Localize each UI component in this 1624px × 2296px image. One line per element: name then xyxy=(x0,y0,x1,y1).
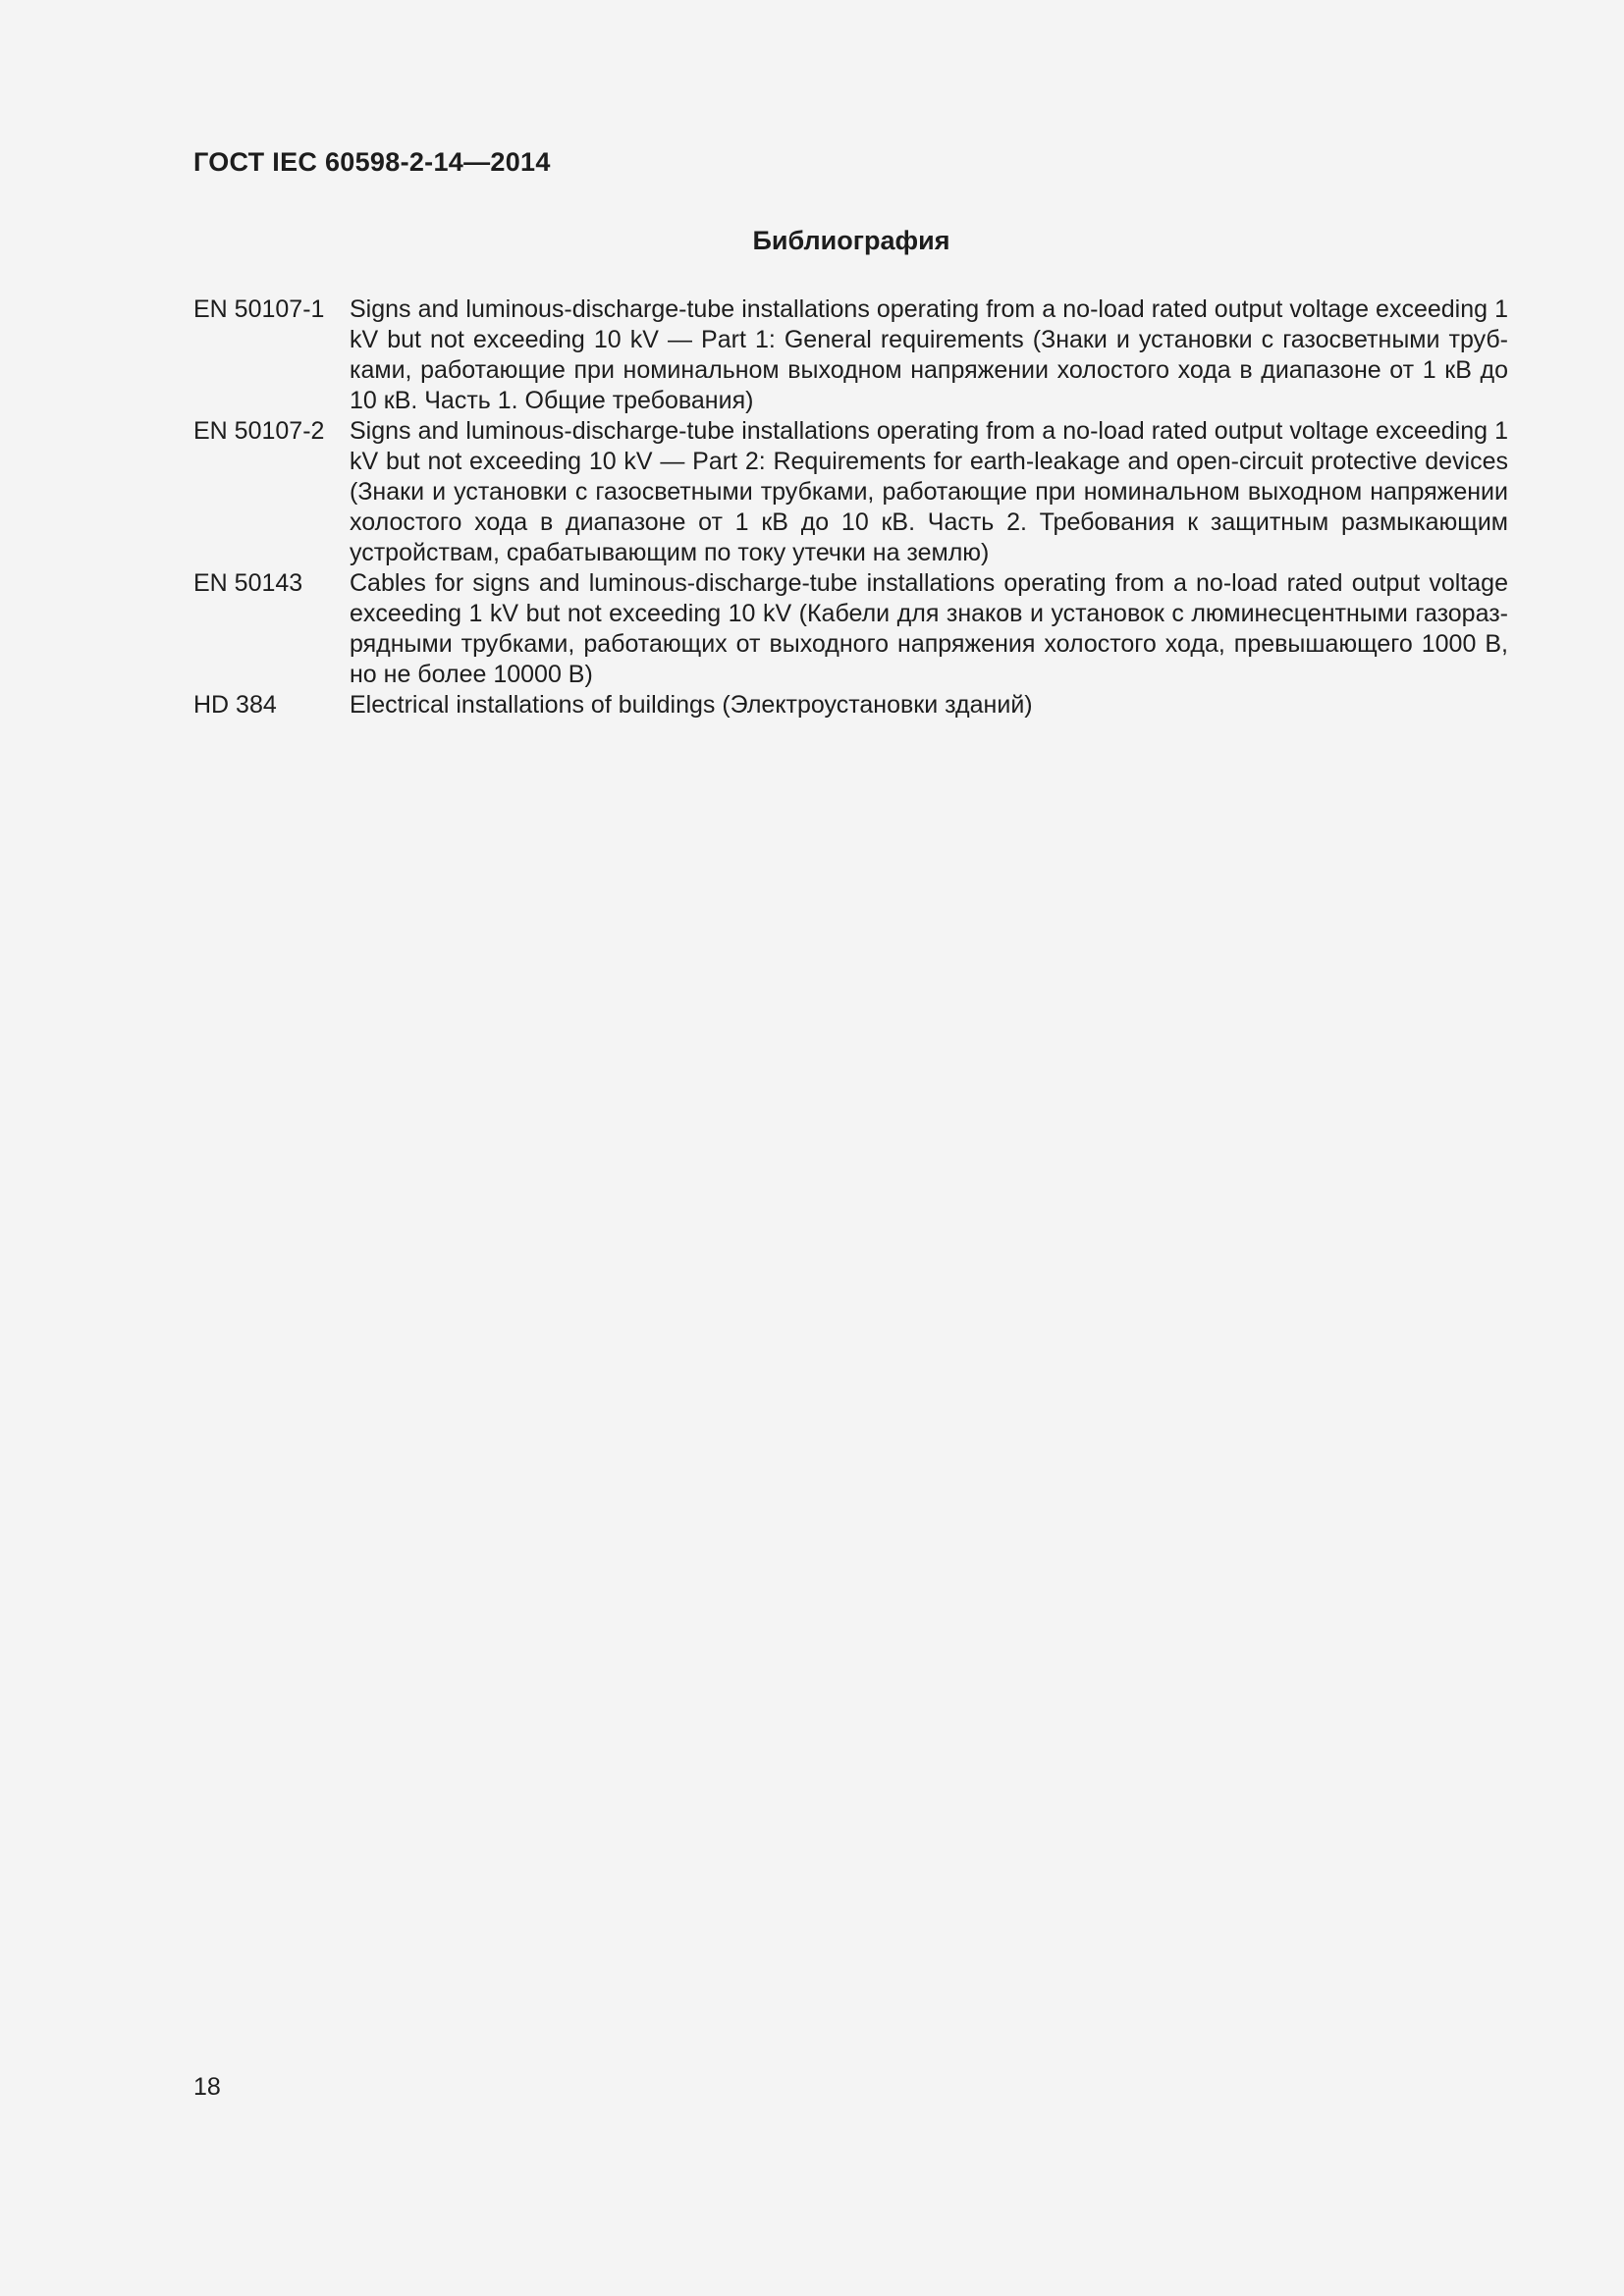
bibliography-entry xyxy=(193,294,1508,416)
bibliography-entry xyxy=(193,416,1508,568)
document-header: ГОСТ IEC 60598-2-14—2014 xyxy=(193,147,551,177)
page-number: 18 xyxy=(193,2073,221,2101)
bibliography-text: Electrical installations of buildings (Электроустановки зданий) xyxy=(350,691,1033,719)
bibliography-text: Cables for signs and luminous-discharge-tube installations operating from a no-load rated output voltage exceeding 1 kV but not exceeding 10 kV (Кабели для знаков и установок с люминесцентными газоразрядными трубками, работающих от выходного напряжения холостого хода, превышающего 1000 В, но не более 10000 В) xyxy=(350,569,1508,688)
bibliography-code: EN 50143 xyxy=(193,569,303,597)
bibliography-entry xyxy=(193,568,1508,690)
bibliography-entry xyxy=(193,690,1508,721)
bibliography-code: EN 50107-1 xyxy=(193,295,325,323)
bibliography-code: EN 50107-2 xyxy=(193,417,325,445)
bibliography-text: Signs and luminous-discharge-tube installations operating from a no-load rated output voltage exceeding 1 kV but not exceeding 10 kV — Part 1: General requirements (Знаки и установки с газосветными трубками, работающие при номинальном выходном напряжении холостого хода в диапазоне от 1 кВ до 10 кВ. Часть 1. Общие требования) xyxy=(350,295,1508,414)
bibliography-text: Signs and luminous-discharge-tube installations operating from a no-load rated output voltage exceeding 1 kV but not exceeding 10 kV — Part 2: Requirements for earth-leakage and open-circuit protective devices (Знаки и установки с газосветными трубками, работающие при номинальном выходном напряжении холостого хода в диапазоне от 1 кВ до 10 кВ. Часть 2. Требования к защитным размыкающим устройствам, срабатывающим по току утечки на землю) xyxy=(350,417,1508,566)
section-title: Библиография xyxy=(752,226,950,255)
bibliography-code: HD 384 xyxy=(193,691,277,719)
bibliography-list xyxy=(193,294,1508,721)
